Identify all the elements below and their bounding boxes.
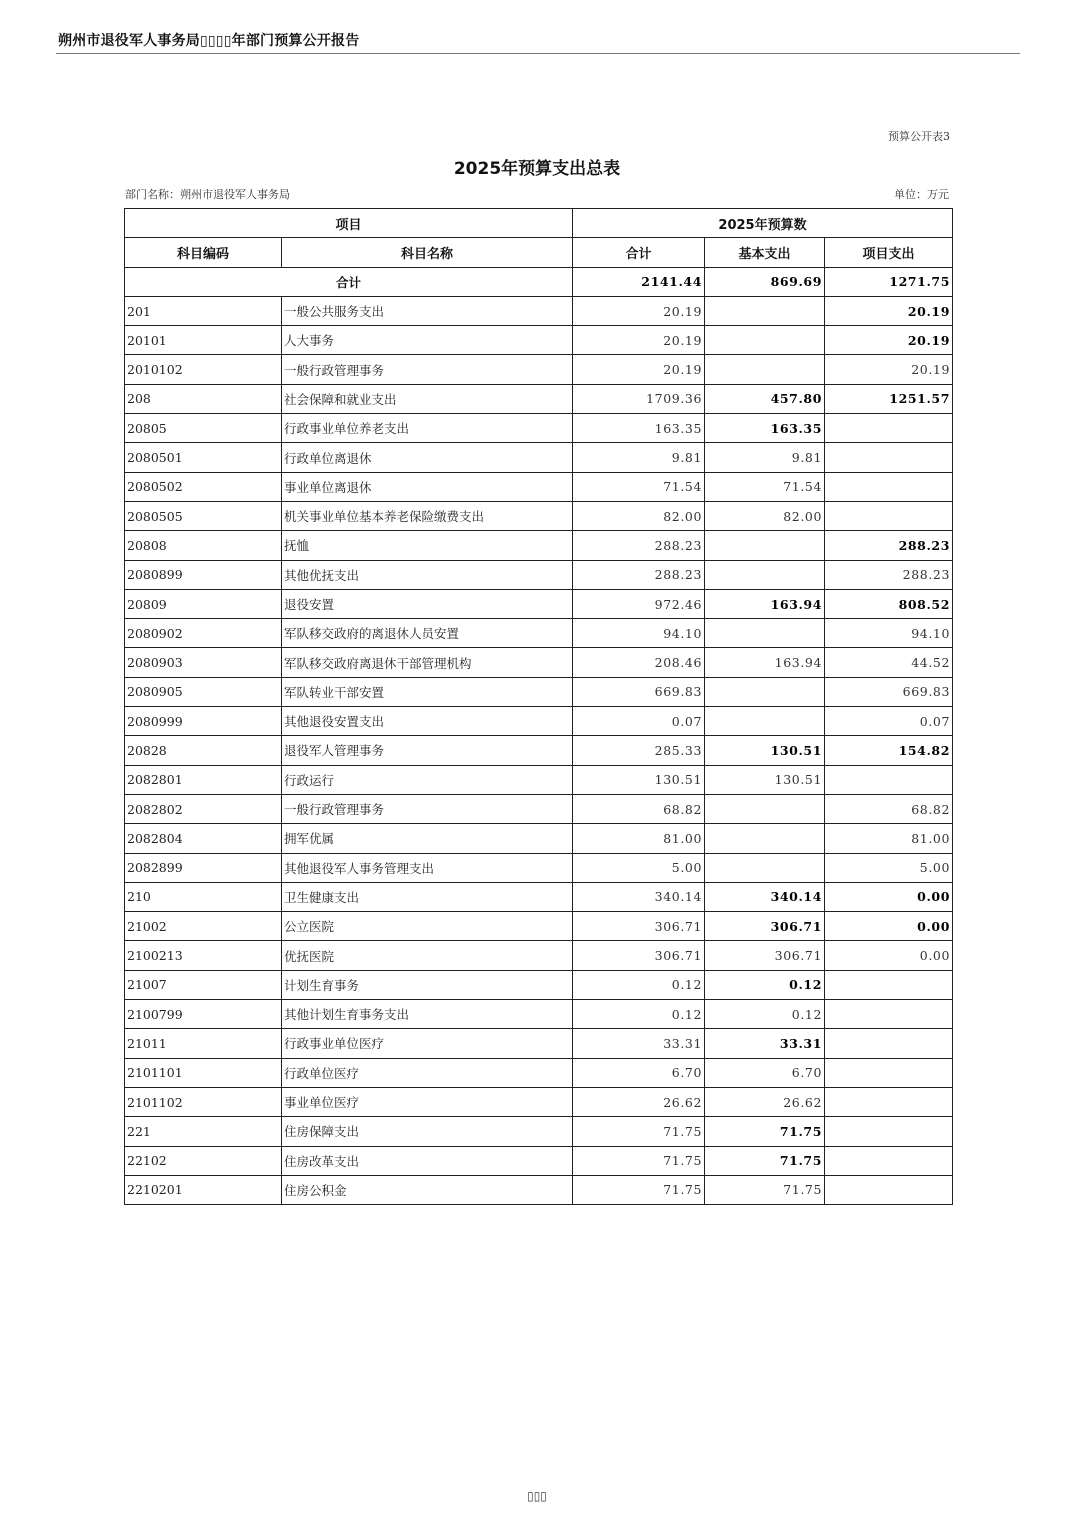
- table-row: [125, 824, 953, 853]
- row-basic: 71.75: [705, 1175, 825, 1204]
- row-basic: [705, 707, 825, 736]
- row-total: 71.75: [573, 1117, 705, 1146]
- row-basic: 163.94: [705, 648, 825, 677]
- row-code: 21007: [125, 970, 282, 999]
- row-name: 军队移交政府的离退休人员安置: [282, 619, 573, 648]
- table-row: [125, 677, 953, 706]
- row-project: 1251.57: [825, 384, 953, 413]
- row-name: 一般行政管理事务: [282, 794, 573, 823]
- row-code: 21002: [125, 912, 282, 941]
- row-project: 808.52: [825, 589, 953, 618]
- row-name: 人大事务: [282, 326, 573, 355]
- row-total: 6.70: [573, 1058, 705, 1087]
- table-meta: [125, 186, 949, 202]
- row-basic: 33.31: [705, 1029, 825, 1058]
- row-total: 340.14: [573, 882, 705, 911]
- row-project: 0.00: [825, 912, 953, 941]
- row-name: 机关事业单位基本养老保险缴费支出: [282, 501, 573, 530]
- row-name: 军队转业干部安置: [282, 677, 573, 706]
- row-name: 事业单位医疗: [282, 1087, 573, 1116]
- table-row: [125, 619, 953, 648]
- row-basic: 457.80: [705, 384, 825, 413]
- row-name: 其他退役安置支出: [282, 707, 573, 736]
- row-project: 288.23: [825, 560, 953, 589]
- row-name: 一般行政管理事务: [282, 355, 573, 384]
- row-name: 拥军优属: [282, 824, 573, 853]
- row-basic: [705, 531, 825, 560]
- row-code: 20808: [125, 531, 282, 560]
- row-basic: 130.51: [705, 765, 825, 794]
- row-name: 一般公共服务支出: [282, 296, 573, 325]
- row-project: 20.19: [825, 296, 953, 325]
- row-total: 71.54: [573, 472, 705, 501]
- row-total: 20.19: [573, 296, 705, 325]
- row-project: 20.19: [825, 326, 953, 355]
- header-row-groups: [125, 209, 953, 238]
- row-basic: 9.81: [705, 443, 825, 472]
- row-project: 288.23: [825, 531, 953, 560]
- row-total: 33.31: [573, 1029, 705, 1058]
- row-total: 71.75: [573, 1146, 705, 1175]
- row-name: 社会保障和就业支出: [282, 384, 573, 413]
- row-code: 20828: [125, 736, 282, 765]
- table-row: [125, 794, 953, 823]
- total-basic: 869.69: [705, 267, 825, 296]
- row-project: 94.10: [825, 619, 953, 648]
- row-project: 68.82: [825, 794, 953, 823]
- row-project: [825, 1146, 953, 1175]
- row-code: 2082802: [125, 794, 282, 823]
- row-name: 退役军人管理事务: [282, 736, 573, 765]
- row-basic: [705, 560, 825, 589]
- table-row: [125, 531, 953, 560]
- row-code: 208: [125, 384, 282, 413]
- row-name: 行政运行: [282, 765, 573, 794]
- header-budget-group: 2025年预算数: [573, 209, 953, 238]
- row-total: 972.46: [573, 589, 705, 618]
- table-row: [125, 1117, 953, 1146]
- row-total: 94.10: [573, 619, 705, 648]
- row-project: 0.00: [825, 882, 953, 911]
- row-name: 行政事业单位医疗: [282, 1029, 573, 1058]
- row-code: 2210201: [125, 1175, 282, 1204]
- row-basic: 130.51: [705, 736, 825, 765]
- row-project: [825, 1175, 953, 1204]
- row-basic: 163.35: [705, 414, 825, 443]
- total-row: [125, 267, 953, 296]
- row-code: 2080501: [125, 443, 282, 472]
- row-code: 2080502: [125, 472, 282, 501]
- table-row: [125, 648, 953, 677]
- row-code: 2100213: [125, 941, 282, 970]
- row-project: [825, 414, 953, 443]
- header-project: 项目支出: [825, 238, 953, 267]
- total-project: 1271.75: [825, 267, 953, 296]
- row-basic: 0.12: [705, 1000, 825, 1029]
- table-row: [125, 882, 953, 911]
- row-code: 20809: [125, 589, 282, 618]
- table-row: [125, 589, 953, 618]
- row-project: 44.52: [825, 648, 953, 677]
- table-row: [125, 414, 953, 443]
- row-total: 26.62: [573, 1087, 705, 1116]
- row-code: 2082804: [125, 824, 282, 853]
- table-row: [125, 1175, 953, 1204]
- table-row: [125, 765, 953, 794]
- row-project: [825, 443, 953, 472]
- row-total: 82.00: [573, 501, 705, 530]
- row-basic: 0.12: [705, 970, 825, 999]
- row-total: 0.07: [573, 707, 705, 736]
- row-total: 71.75: [573, 1175, 705, 1204]
- row-basic: [705, 677, 825, 706]
- row-total: 9.81: [573, 443, 705, 472]
- row-code: 2080903: [125, 648, 282, 677]
- row-basic: 71.54: [705, 472, 825, 501]
- row-project: [825, 1000, 953, 1029]
- row-name: 行政单位离退休: [282, 443, 573, 472]
- row-total: 306.71: [573, 941, 705, 970]
- row-project: [825, 1058, 953, 1087]
- table-row: [125, 1087, 953, 1116]
- table-row: [125, 1029, 953, 1058]
- row-code: 2080999: [125, 707, 282, 736]
- row-total: 163.35: [573, 414, 705, 443]
- row-total: 5.00: [573, 853, 705, 882]
- row-total: 306.71: [573, 912, 705, 941]
- table-row: [125, 707, 953, 736]
- row-total: 288.23: [573, 560, 705, 589]
- row-project: [825, 1117, 953, 1146]
- row-basic: 26.62: [705, 1087, 825, 1116]
- row-name: 抚恤: [282, 531, 573, 560]
- row-code: 210: [125, 882, 282, 911]
- row-code: 201: [125, 296, 282, 325]
- table-id: 预算公开表3: [888, 130, 950, 143]
- table-row: [125, 355, 953, 384]
- row-project: [825, 970, 953, 999]
- page-number: ▯▯▯: [527, 1489, 547, 1503]
- row-basic: 306.71: [705, 912, 825, 941]
- table-row: [125, 560, 953, 589]
- row-name: 计划生育事务: [282, 970, 573, 999]
- row-project: 669.83: [825, 677, 953, 706]
- row-code: 2080899: [125, 560, 282, 589]
- row-name: 公立医院: [282, 912, 573, 941]
- row-name: 退役安置: [282, 589, 573, 618]
- row-name: 其他退役军人事务管理支出: [282, 853, 573, 882]
- header-divider: [56, 53, 1020, 54]
- row-name: 住房保障支出: [282, 1117, 573, 1146]
- row-project: 0.07: [825, 707, 953, 736]
- table-row: [125, 1000, 953, 1029]
- row-code: 221: [125, 1117, 282, 1146]
- row-basic: 306.71: [705, 941, 825, 970]
- row-code: 2100799: [125, 1000, 282, 1029]
- row-project: [825, 1029, 953, 1058]
- department-label: 部门名称：朔州市退役军人事务局: [125, 188, 290, 201]
- row-basic: [705, 619, 825, 648]
- row-total: 1709.36: [573, 384, 705, 413]
- row-basic: [705, 824, 825, 853]
- row-code: 21011: [125, 1029, 282, 1058]
- row-code: 2080505: [125, 501, 282, 530]
- row-basic: [705, 326, 825, 355]
- row-basic: [705, 853, 825, 882]
- row-code: 2101102: [125, 1087, 282, 1116]
- row-project: 154.82: [825, 736, 953, 765]
- row-project: 20.19: [825, 355, 953, 384]
- row-name: 行政事业单位养老支出: [282, 414, 573, 443]
- row-basic: 340.14: [705, 882, 825, 911]
- row-basic: 71.75: [705, 1117, 825, 1146]
- row-code: 2010102: [125, 355, 282, 384]
- table-row: [125, 941, 953, 970]
- row-basic: 71.75: [705, 1146, 825, 1175]
- row-total: 0.12: [573, 1000, 705, 1029]
- row-name: 优抚医院: [282, 941, 573, 970]
- row-total: 208.46: [573, 648, 705, 677]
- row-project: 5.00: [825, 853, 953, 882]
- header-total: 合计: [573, 238, 705, 267]
- table-row: [125, 326, 953, 355]
- row-name: 军队移交政府离退休干部管理机构: [282, 648, 573, 677]
- row-project: [825, 1087, 953, 1116]
- table-row: [125, 472, 953, 501]
- row-name: 住房公积金: [282, 1175, 573, 1204]
- header-item: 项目: [125, 209, 573, 238]
- row-name: 卫生健康支出: [282, 882, 573, 911]
- row-total: 68.82: [573, 794, 705, 823]
- table-row: [125, 384, 953, 413]
- row-name: 住房改革支出: [282, 1146, 573, 1175]
- table-row: [125, 1058, 953, 1087]
- row-total: 0.12: [573, 970, 705, 999]
- row-code: 2082899: [125, 853, 282, 882]
- table-row: [125, 736, 953, 765]
- total-label: 合计: [125, 267, 573, 296]
- row-code: 2101101: [125, 1058, 282, 1087]
- table-row: [125, 443, 953, 472]
- row-name: 行政单位医疗: [282, 1058, 573, 1087]
- row-basic: 163.94: [705, 589, 825, 618]
- row-basic: 82.00: [705, 501, 825, 530]
- row-code: 2080902: [125, 619, 282, 648]
- row-project: 81.00: [825, 824, 953, 853]
- table-title: 2025年预算支出总表: [453, 159, 621, 179]
- row-total: 130.51: [573, 765, 705, 794]
- row-project: [825, 765, 953, 794]
- row-code: 2082801: [125, 765, 282, 794]
- row-total: 288.23: [573, 531, 705, 560]
- row-basic: [705, 355, 825, 384]
- row-basic: 6.70: [705, 1058, 825, 1087]
- total-sum: 2141.44: [573, 267, 705, 296]
- row-total: 669.83: [573, 677, 705, 706]
- row-code: 20101: [125, 326, 282, 355]
- table-row: [125, 970, 953, 999]
- row-project: [825, 501, 953, 530]
- report-header-title: 朔州市退役军人事务局▯▯▯▯年部门预算公开报告: [58, 33, 360, 49]
- row-code: 20805: [125, 414, 282, 443]
- row-total: 81.00: [573, 824, 705, 853]
- header-basic: 基本支出: [705, 238, 825, 267]
- table-row: [125, 296, 953, 325]
- row-project: [825, 472, 953, 501]
- header-row-columns: [125, 238, 953, 267]
- unit-label: 单位：万元: [894, 188, 949, 201]
- table-row: [125, 912, 953, 941]
- budget-expenditure-table: [124, 208, 953, 1205]
- table-row: [125, 1146, 953, 1175]
- row-total: 285.33: [573, 736, 705, 765]
- row-code: 22102: [125, 1146, 282, 1175]
- table-row: [125, 501, 953, 530]
- row-project: 0.00: [825, 941, 953, 970]
- header-code: 科目编码: [125, 238, 282, 267]
- row-name: 其他优抚支出: [282, 560, 573, 589]
- row-basic: [705, 296, 825, 325]
- row-basic: [705, 794, 825, 823]
- row-name: 其他计划生育事务支出: [282, 1000, 573, 1029]
- row-name: 事业单位离退休: [282, 472, 573, 501]
- row-total: 20.19: [573, 355, 705, 384]
- table-row: [125, 853, 953, 882]
- row-code: 2080905: [125, 677, 282, 706]
- header-name: 科目名称: [282, 238, 573, 267]
- row-total: 20.19: [573, 326, 705, 355]
